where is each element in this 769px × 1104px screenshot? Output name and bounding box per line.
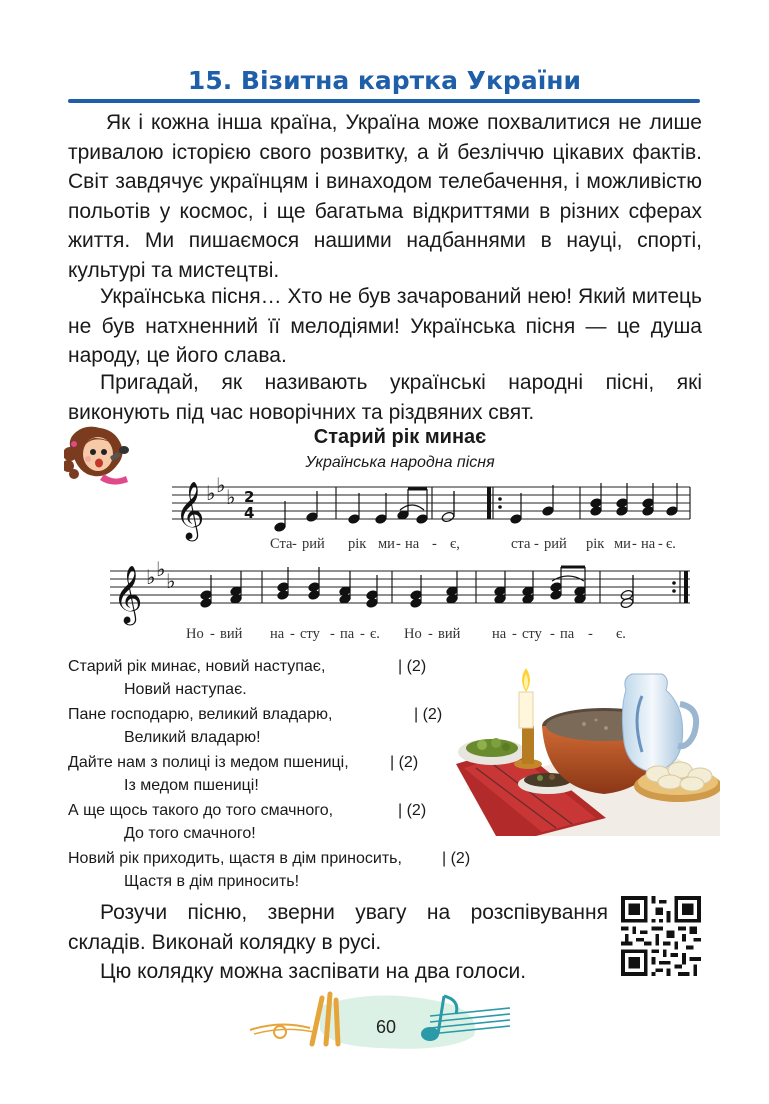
lyric-syllable: є, — [450, 536, 460, 552]
lyric-syllable: вий — [220, 626, 243, 642]
repeat-mark: | (2) — [390, 754, 419, 771]
lyric-syllable: рий — [302, 536, 325, 552]
verse-line: Старий рік минає, новий наступає, | (2) — [68, 658, 427, 675]
page-title: 15. Візитна картка України — [187, 66, 582, 95]
lyric-syllable: ми — [614, 536, 631, 552]
lyric-syllable: - — [330, 626, 335, 642]
lyric-syllable: - — [550, 626, 555, 642]
song-title: Старий рік минає — [313, 426, 487, 448]
svg-text:♭: ♭ — [226, 485, 236, 509]
time-signature-bottom: 4 — [244, 504, 255, 522]
svg-text:♭: ♭ — [216, 473, 226, 497]
lyric-syllable: - — [588, 626, 593, 642]
lyric-syllable: сту — [522, 626, 542, 642]
lyric-syllable: па — [340, 626, 355, 642]
lyric-syllable: - — [396, 536, 401, 552]
svg-text:♭: ♭ — [146, 565, 156, 589]
svg-text:𝄞: 𝄞 — [175, 481, 205, 539]
staff-2 — [110, 571, 690, 603]
christmas-table-icon — [456, 668, 720, 836]
svg-text:♭: ♭ — [156, 557, 166, 581]
lyric-syllable: на — [641, 536, 656, 552]
lyric-syllable: є. — [370, 626, 380, 642]
lyric-syllable: на — [270, 626, 285, 642]
lyric-syllable: сту — [300, 626, 320, 642]
lyric-syllable: ми — [378, 536, 395, 552]
lyric-syllable: - — [632, 536, 637, 552]
two-voices-paragraph: Цю колядку можна заспівати на два голоси. — [100, 960, 527, 983]
verse-line: Пане господарю, великий владарю, | (2) — [68, 706, 443, 723]
lyric-syllable: - — [360, 626, 365, 642]
verse-refrain: До того смачного! — [124, 825, 256, 842]
lyric-syllable: - — [210, 626, 215, 642]
lyric-syllable: па — [560, 626, 575, 642]
verse-refrain: Новий наступає. — [124, 681, 247, 698]
page-number: 60 — [375, 1017, 397, 1037]
repeat-mark: | (2) — [442, 850, 471, 867]
lyric-syllable: - — [658, 536, 663, 552]
lyric-syllable: - — [292, 536, 297, 552]
song-subtitle: Українська народна пісня — [305, 454, 495, 471]
svg-text:𝄞: 𝄞 — [113, 565, 143, 623]
verse-refrain: Великий владарю! — [124, 729, 261, 746]
lyric-syllable: - — [512, 626, 517, 642]
qr-code-icon[interactable] — [621, 896, 701, 976]
lyric-syllable: є. — [666, 536, 676, 552]
task-paragraph: Пригадай, як називають українські народні пісні, які виконують під час новорічних та різдвяних свят. — [68, 371, 702, 424]
lyric-syllable: Но — [404, 626, 422, 642]
lyric-syllable: Но — [186, 626, 204, 642]
svg-text:♭: ♭ — [206, 481, 216, 505]
repeat-mark: | (2) — [414, 706, 443, 723]
intro-paragraph: Як і кожна інша країна, Україна може похвалитися не лише тривалою історією свого розвитку, а й безліччю цікавих фактів. Світ завдячує українцям і винаходом телебачення, і можливістю польотів у космос, і ще багатьма відкриттями в різних сферах життя. Ми пишаємося нашими надбаннями в науці, спорті, культурі та мистецтві. — [68, 111, 702, 282]
verse-line: А ще щось такого до того смачного, | (2) — [68, 802, 427, 819]
verse-refrain: Із медом пшениці! — [124, 777, 259, 794]
lyric-syllable: рік — [348, 536, 367, 552]
repeat-mark: | (2) — [398, 802, 427, 819]
lyric-syllable: - — [534, 536, 539, 552]
svg-text:♭: ♭ — [166, 569, 176, 593]
verse-refrain: Щастя в дім приносить! — [124, 873, 300, 890]
lyric-syllable: - — [432, 536, 437, 552]
lyric-syllable: - — [290, 626, 295, 642]
time-signature-top: 2 — [244, 488, 255, 506]
lyric-syllable: вий — [438, 626, 461, 642]
repeat-mark: | (2) — [398, 658, 427, 675]
song-paragraph: Українська пісня… Хто не був зачарований нею! Який митець не був натхненний її мелодіями! Українська пісня — це душа народу, це його слава. — [68, 285, 702, 367]
verse-line: Новий рік приходить, щастя в дім приносить, | (2) — [68, 850, 471, 867]
lyric-syllable: рий — [544, 536, 567, 552]
lyric-syllable: є. — [616, 626, 626, 642]
verse-line: Дайте нам з полиці із медом пшениці, | (2) — [68, 754, 419, 771]
lyric-syllable: Ста — [270, 536, 293, 552]
lyric-syllable: рік — [586, 536, 605, 552]
lyric-syllable: ста — [511, 536, 531, 552]
learn-paragraph: Розучи пісню, зверни увагу на розспівування складів. Виконай колядку в русі. — [68, 901, 608, 954]
lyric-syllable: на — [405, 536, 420, 552]
lyric-syllable: на — [492, 626, 507, 642]
lyric-syllable: - — [428, 626, 433, 642]
